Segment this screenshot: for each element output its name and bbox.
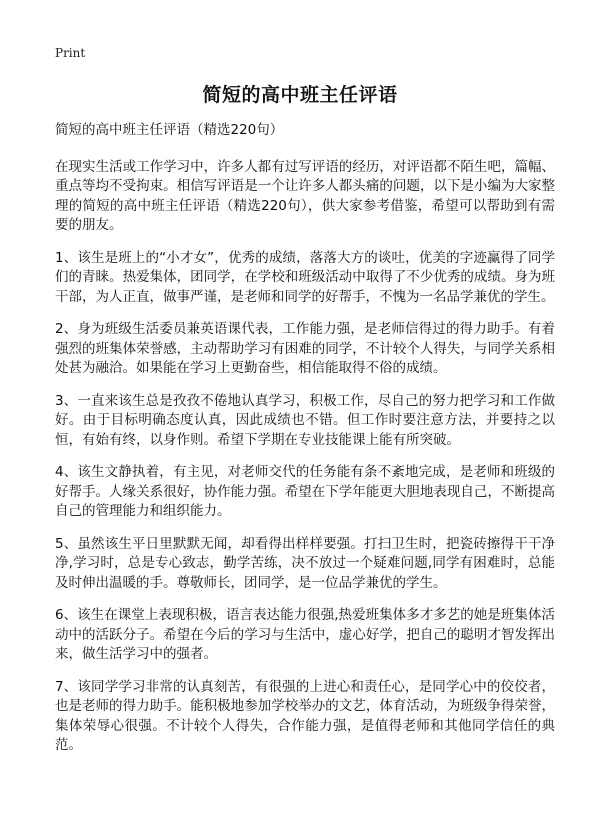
comment-paragraph-3: 3、一直来该生总是孜孜不倦地认真学习，积极工作，尽自己的努力把学习和工作做好。由于目标明确态度认真，因此成绩也不错。但工作时要注意方法，并要持之以恒，有始有终，以身作则。希望下学期在专业技能课上能有所突破。 [55,392,555,448]
comment-paragraph-6: 6、该生在课堂上表现积极，语言表达能力很强,热爱班集体多才多艺的她是班集体活动中的活跃分子。希望在今后的学习与生活中，虚心好学，把自己的聪明才智发挥出来，做生活学习中的强者。 [55,607,555,662]
page-title: 简短的高中班主任评语 [202,84,398,106]
comment-paragraph-7: 7、该同学学习非常的认真刻苦，有很强的上进心和责任心，是同学心中的佼佼者，也是老师的得力助手。能积极地参加学校举办的文艺，体育活动，为班级争得荣誉，集体荣辱心很强。不计较个人得失，合作能力强，是值得老师和其他同学信任的典范。 [55,678,555,753]
intro-paragraph: 在现实生活或工作学习中，许多人都有过写评语的经历，对评语都不陌生吧，篇幅、重点等均不受拘束。相信写评语是一个让许多人都头痛的问题，以下是小编为大家整理的简短的高中班主任评语（精选220句），供大家参考借鉴，希望可以帮助到有需要的朋友。 [55,158,555,233]
comment-paragraph-5: 5、虽然该生平日里默默无闻，却看得出样样要强。打扫卫生时，把瓷砖擦得干干净净,学习时，总是专心致志，勤学苦练，决不放过一个疑难问题,同学有困难时，总能及时伸出温暖的手。尊敬师长，团同学，是一位品学兼优的学生。 [55,535,555,591]
comment-paragraph-1: 1、该生是班上的“小才女”，优秀的成绩，落落大方的谈吐，优美的字迹赢得了同学们的青睐。热爱集体，团同学，在学校和班级活动中取得了不少优秀的成绩。身为班干部，为人正直，做事严谨，是老师和同学的好帮手，不愧为一名品学兼优的学生。 [55,249,555,305]
comment-paragraph-4: 4、该生文静执着，有主见，对老师交代的任务能有条不紊地完成，是老师和班级的好帮手。人缘关系很好，协作能力强。希望在下学年能更大胆地表现自己，不断提高自己的管理能力和组织能力。 [55,464,555,519]
comment-paragraph-2: 2、身为班级生活委员兼英语课代表，工作能力强，是老师信得过的得力助手。有着强烈的班集体荣誉感，主动帮助学习有困难的同学，不计较个人得失，与同学关系相处甚为融洽。如果能在学习上更勤奋些，相信能取得不俗的成绩。 [55,321,555,376]
document-subtitle: 简短的高中班主任评语（精选220句） [55,122,284,138]
print-label: Print [55,46,86,60]
document-body [55,121,555,769]
